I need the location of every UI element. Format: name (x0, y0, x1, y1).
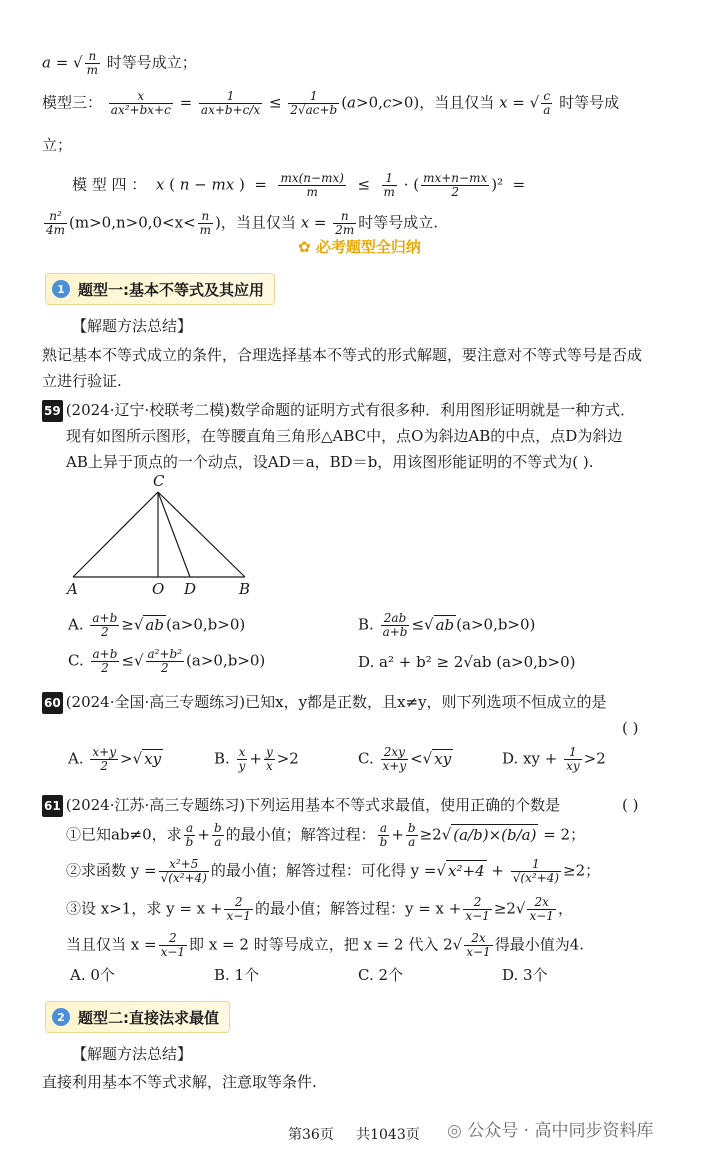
option-letter: C. (358, 749, 374, 768)
item2-mid: 的最小值；解答过程：可化得 y = (210, 861, 437, 880)
page-number: 第36页 (288, 1127, 334, 1143)
line-3: 立； (42, 136, 73, 154)
q61-line1 (42, 795, 560, 817)
q59-option-b[interactable]: B. $\frac{2ab}{a+b}$ ≤√ ab (a>0,b>0) (358, 611, 536, 639)
section-title-2: 题型二:直接法求最值 (78, 1008, 219, 1027)
question-number-60: 60 (42, 692, 63, 714)
question-number-61: 61 (42, 795, 63, 817)
item2-text: ②求函数 y = (66, 861, 157, 880)
item4-mid: 即 x = 2 时等号成立，把 x = 2 代入 (189, 935, 439, 954)
q59-text1: (2024·辽宁·校联考二模)数学命题的证明方式有很多种．利用图形证明就是一种方式． (65, 401, 636, 419)
option-tail: (a>0,b>0) (165, 615, 246, 634)
line5-final: 时等号成立. (358, 213, 439, 232)
model4-label: 模 型 四 ： (72, 175, 147, 194)
page-footer (288, 1124, 420, 1144)
triangle-figure (60, 470, 270, 600)
option-letter: B. (358, 615, 374, 634)
q59-line2: 现有如图所示图形，在等腰直角三角形△ABC中，点O为斜边AB的中点，点D为斜边 (66, 427, 623, 445)
q60-text: (2024·全国·高三专题练习)已知x，y都是正数，且x≠y，则下列选项不恒成立的是 (65, 693, 607, 711)
option-letter: C. (68, 651, 84, 670)
q59-option-a[interactable]: A. $\frac{a+b}{2}$ ≥√ ab (a>0,b>0) (68, 611, 246, 639)
option-letter: A. (68, 615, 84, 634)
q59-line1 (42, 400, 635, 422)
q60-answer-paren: ( ) (622, 719, 639, 737)
option-tail: (a>0,b>0) (456, 615, 536, 634)
item1-text: ①已知ab≠0，求 (66, 825, 182, 844)
banner-text: 必考题型全归纳 (315, 238, 421, 256)
q60-option-d[interactable]: D. xy + $\frac{1}{xy}$ >2 (502, 745, 606, 773)
item1-mid: 的最小值；解答过程： (225, 825, 376, 844)
q61-option-a[interactable]: A. 0个 (70, 966, 115, 984)
q61-option-c[interactable]: C. 2个 (358, 966, 404, 984)
q61-answer-paren: ( ) (622, 796, 639, 814)
q59-line3: AB上异于顶点的一个动点，设AD＝a，BD＝b，用该图形能证明的不等式为( ). (66, 453, 594, 471)
text: 时等号成立； (106, 53, 197, 72)
section-heading-1 (45, 273, 275, 305)
line5-end: )，当且仅当 (215, 213, 296, 232)
item4-end: 得最小值为4. (494, 935, 584, 954)
label-c: C (153, 472, 165, 490)
model3-tail: ，当且仅当 (419, 93, 495, 112)
option-tail: (a>0,b>0) (186, 651, 266, 670)
q61-item3: ③设 x>1，求 y = x + $\frac{2}{x-1}$ 的最小值；解答过程：y = x + $\frac{2}{x-1}$ ≥2√ $\frac{2x}{x-1}$ ， (66, 895, 573, 923)
q59-option-d[interactable]: D. a² + b² ≥ 2√ab (a>0,b>0) (358, 653, 576, 671)
q61-item1: ①已知ab≠0，求 $\frac{a}{b}$ + $\frac{b}{a}$ 的最小值；解答过程： $\frac{a}{b}$ + $\frac{b}{a}$ ≥2√ (a/b)×(b/a) = 2； (66, 821, 586, 849)
model3-line: 模型三： $\frac{x}{\text{ax²+bx+c}}$ = $\frac{1}{ax+b+c/x}$ ≤ $\frac{1}{2√ac+b}$ (a>0,c>0)，当且仅当 x = √ $\frac{c}{a}$ 时等号成 (42, 89, 620, 117)
method-heading-2: 【解题方法总结】 (72, 1045, 193, 1063)
q61-item2: ②求函数 y = $\frac{\text{x²+5}}{\text{√(x²+4)}}$ 的最小值；解答过程：可化得 y =√ x²+4 + $\frac{1}{\text{√(x²+4)}}$ ≥2； (66, 857, 601, 885)
section-title-1: 题型一:基本不等式及其应用 (78, 280, 264, 299)
segment-cd (158, 492, 190, 577)
q60-option-c[interactable]: C. $\frac{2xy}{x+y}$ <√ xy (358, 745, 452, 773)
q60-line1 (42, 692, 607, 714)
q59-option-c[interactable]: C. $\frac{a+b}{2}$ ≤√ $\frac{\text{a²+b²}}{2}$ (a>0,b>0) (68, 647, 266, 675)
item3-mid: 的最小值；解答过程：y = x + (254, 899, 462, 918)
q61-item4: 当且仅当 x = $\frac{2}{x-1}$ 即 x = 2 时等号成立，把 x = 2 代入 2√ $\frac{2x}{x-1}$ 得最小值为4. (66, 931, 584, 959)
option-letter: D. xy + (502, 749, 558, 768)
q61-text: (2024·江苏·高三专题练习)下列运用基本不等式求最值，使用正确的个数是 (65, 796, 561, 814)
label-o: O (152, 580, 165, 598)
item3-text: ③设 x>1，求 y = x + (66, 899, 223, 918)
model3-label: 模型三： (42, 93, 103, 112)
label-a: A (67, 580, 78, 598)
label-d: D (184, 580, 197, 598)
q61-option-d[interactable]: D. 3个 (502, 966, 548, 984)
section-number-1: 1 (52, 280, 70, 298)
q60-option-a[interactable]: A. $\frac{x+y}{2}$ >√ xy (68, 745, 162, 773)
option-letter: B. (214, 749, 230, 768)
side-bc (158, 492, 245, 577)
line-5: $\frac{\text{n²}}{4m}$ (m>0,n>0,0<x< $\frac{n}{m}$ )，当且仅当 x = $\frac{n}{2m}$ 时等号成立. (46, 209, 439, 237)
section-number-2: 2 (52, 1008, 70, 1026)
line5-cond: (m>0,n>0,0<x< (69, 213, 196, 232)
section-banner (298, 236, 421, 257)
item4-text: 当且仅当 x = (66, 935, 157, 954)
line-1: a = √ $\frac{n}{m}$ 时等号成立； (42, 49, 197, 77)
model3-end: 时等号成 (559, 93, 620, 112)
method-text-2: 直接利用基本不等式求解，注意取等条件. (42, 1073, 317, 1091)
side-ac (73, 492, 158, 577)
label-b: B (239, 580, 251, 598)
method-heading-1: 【解题方法总结】 (72, 317, 193, 335)
watermark (447, 1116, 653, 1141)
q60-option-b[interactable]: B. $\frac{x}{y}$ + $\frac{y}{x}$ >2 (214, 745, 299, 773)
method-text-1a: 熟记基本不等式成立的条件，合理选择基本不等式的形式解题，要注意对不等式等号是否成 (42, 346, 643, 364)
wechat-icon: ◎ (447, 1121, 462, 1141)
section-heading-2 (45, 1001, 230, 1033)
question-number-59: 59 (42, 400, 63, 422)
option-letter: A. (68, 749, 84, 768)
method-text-1b: 立进行验证. (42, 372, 122, 390)
model4-line: 模 型 四 ： x ( n − mx ) = $\frac{mx(n-mx)}{m}$ ≤ $\frac{1}{m}$ · ( $\frac{mx+n-mx}{2}$ )² = (72, 171, 526, 199)
page-total: 共1043页 (356, 1127, 420, 1143)
flower-icon: ✿ (298, 238, 311, 256)
watermark-text: 公众号 · 高中同步资料库 (467, 1121, 654, 1141)
q61-option-b[interactable]: B. 1个 (214, 966, 260, 984)
